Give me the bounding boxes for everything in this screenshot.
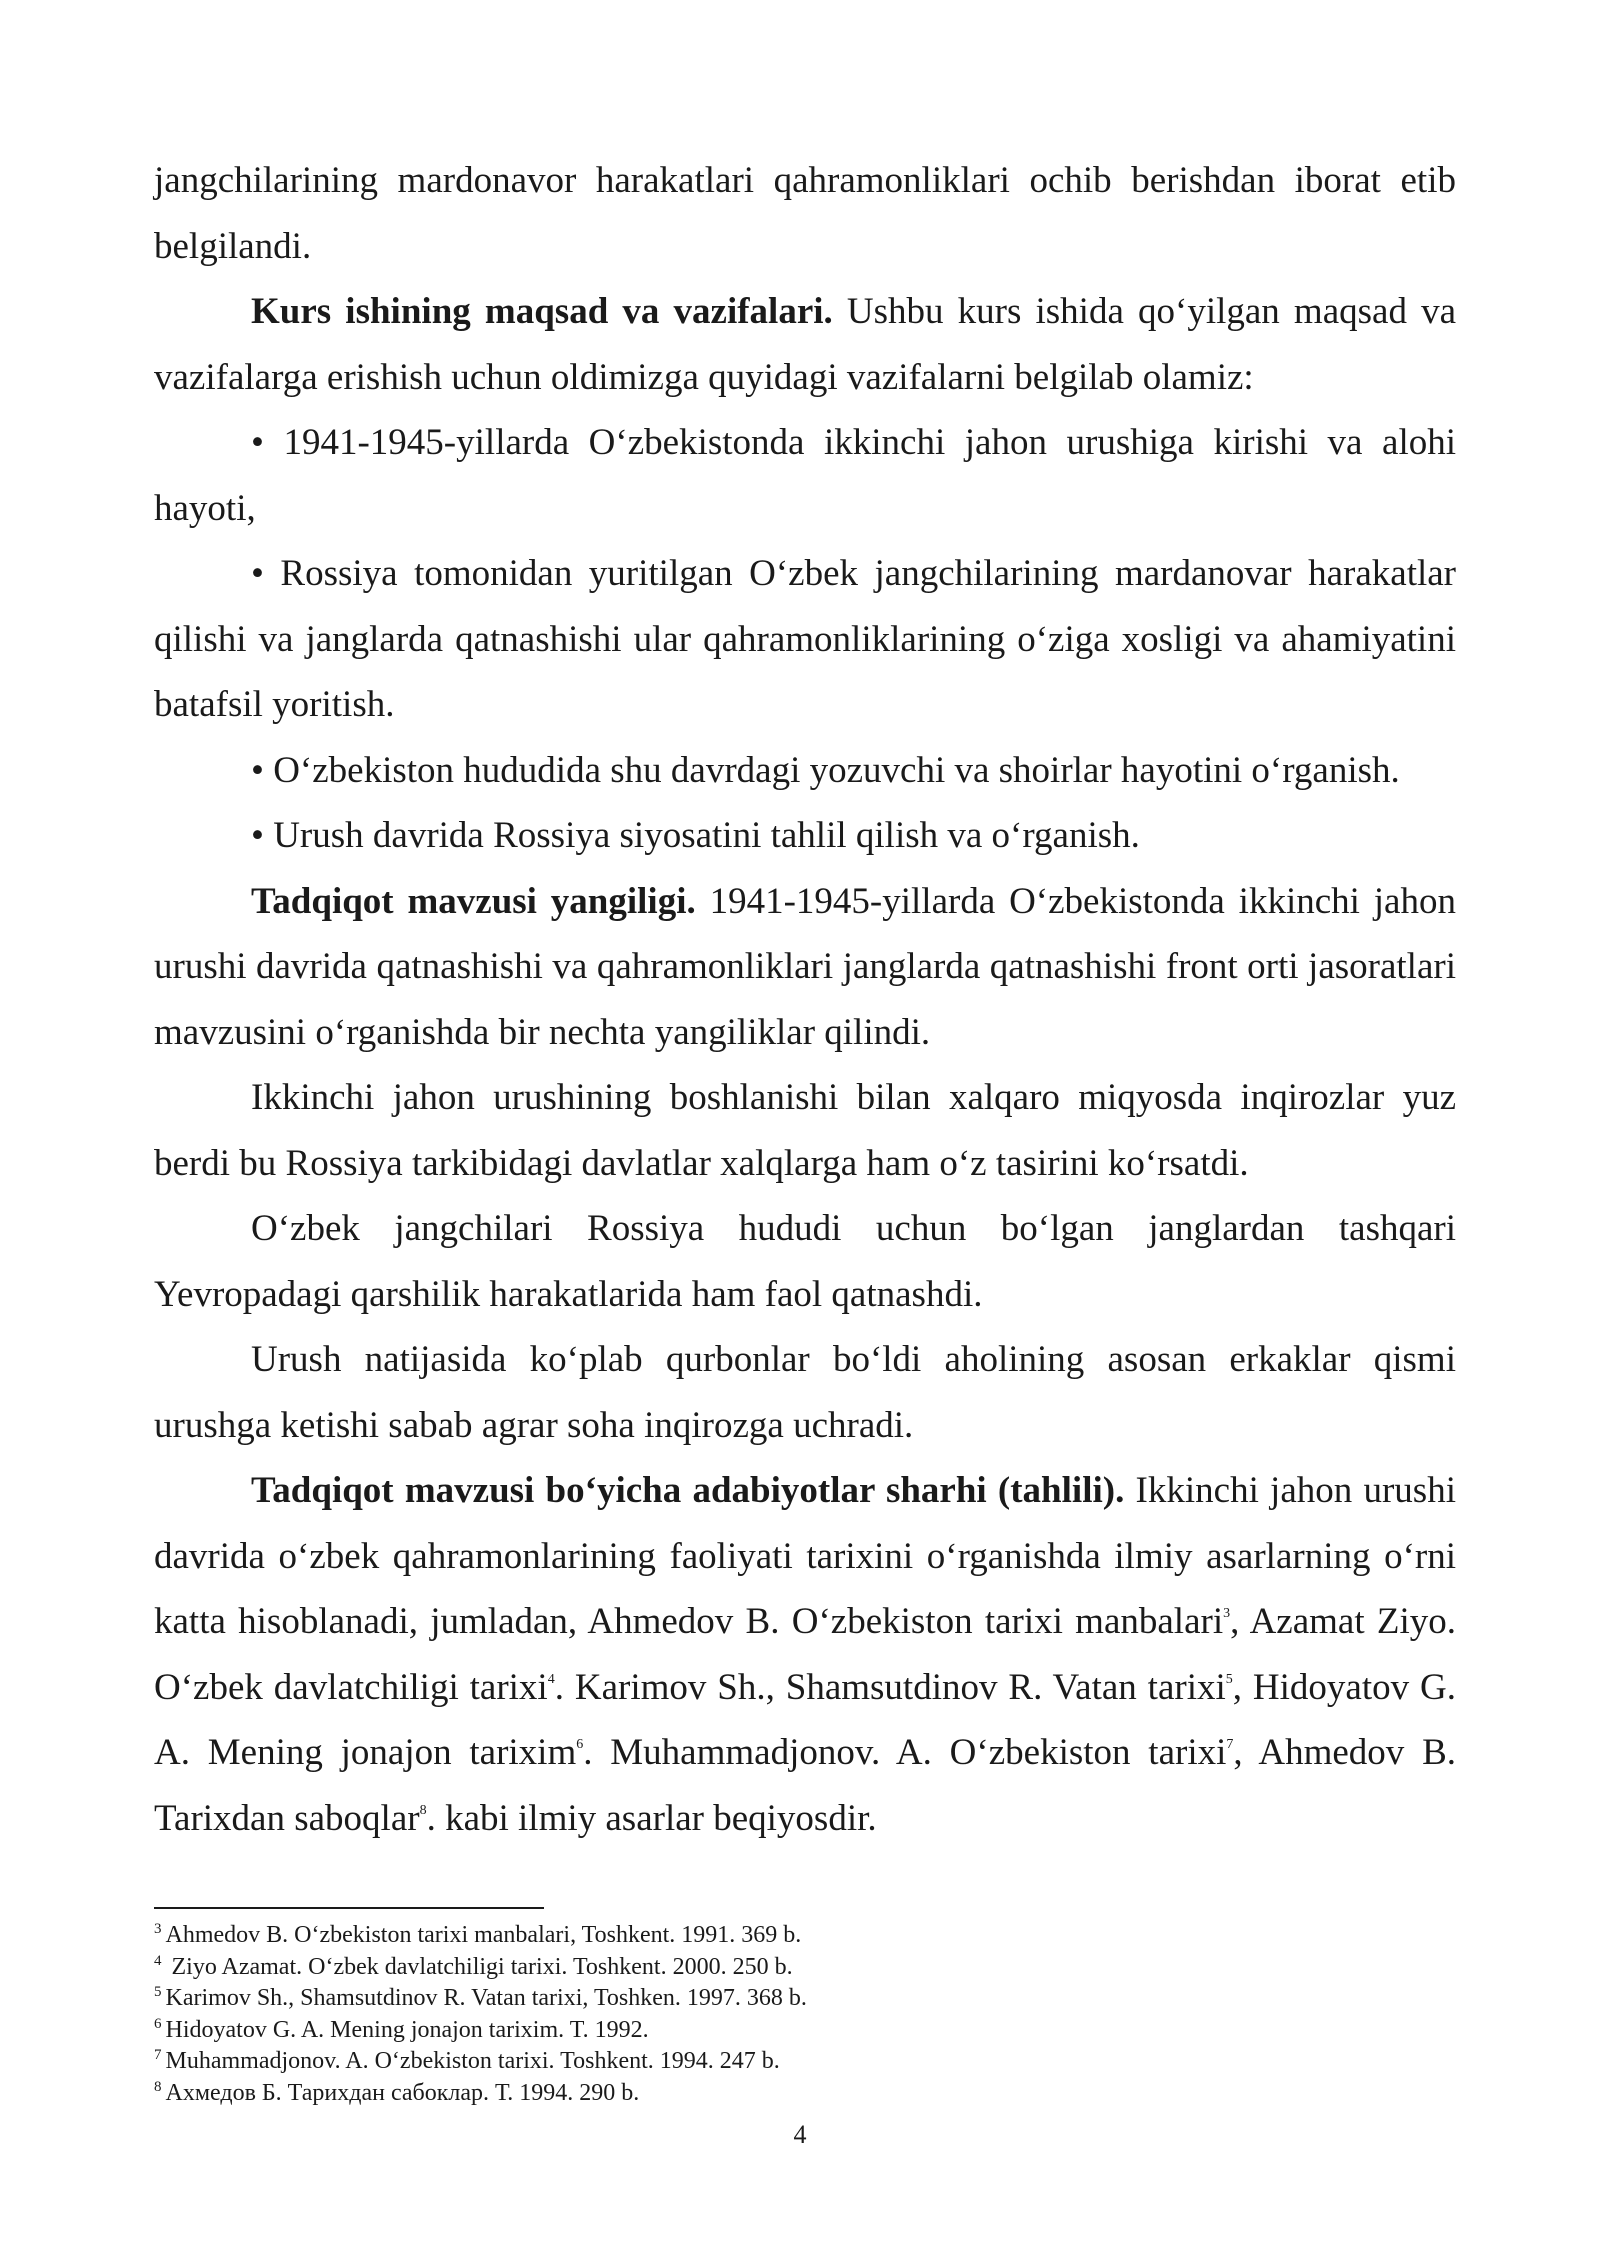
paragraph-continuation: jangchilarining mardonavor harakatlari qahramonliklari ochib berishdan iborat etib belgilandi. — [154, 160, 1456, 267]
footnote-number: 8 — [154, 2078, 162, 2095]
paragraph-novelty — [154, 869, 1456, 1066]
footnote-ref[interactable]: 4 — [547, 1671, 555, 1687]
footnote — [154, 1983, 1456, 2015]
body-text — [154, 148, 1456, 1851]
bullet-item: • Rossiya tomonidan yuritilgan O‘zbek jangchilarining mardanovar harakatlar qilishi va janglarda qatnashishi ular qahramonliklarining o‘ziga xosligi va ahamiyatini batafsil yoritish. — [154, 553, 1456, 725]
page-number: 4 — [793, 2120, 807, 2149]
literature-text: Ikkinchi jahon urushi davrida o‘zbek qahramonlarining faoliyati tarixini o‘rganishda ilmiy asarlarning o‘rni katta hisoblanadi, jumladan, Ahmedov B. O‘zbekiston tarixi manbalari — [154, 1470, 1456, 1642]
paragraph-novelty-text: 1941-1945-yillarda O‘zbekistonda ikkinchi jahon urushi davrida qatnashishi va qahramonliklari janglarda qatnashishi front orti jasoratlari mavzusini o‘rganishda bir nechta yangiliklar qilindi. — [154, 880, 1456, 1053]
literature-text: , Azamat Ziyo. O‘zbek davlatchiligi tarixi — [154, 1601, 1456, 1708]
bullet-item: • 1941-1945-yillarda O‘zbekistonda ikkinchi jahon urushiga kirishi va alohi hayoti, — [154, 422, 1456, 529]
footnote-ref[interactable]: 6 — [576, 1737, 584, 1752]
heading-novelty: Tadqiqot mavzusi yangiligi. — [251, 880, 696, 922]
footnote-ref[interactable]: 7 — [1226, 1737, 1234, 1752]
footnote — [154, 1920, 1456, 1952]
literature-text: , Hidoyatov G. A. Mening jonajon tarixim — [154, 1666, 1456, 1773]
paragraph: Ikkinchi jahon urushining boshlanishi bilan xalqaro miqyosda inqirozlar yuz berdi bu Rossiya tarkibidagi davlatlar xalqlarga ham o‘z tasirini ko‘rsatdi. — [154, 1077, 1456, 1184]
footnote-text: Muhammadjonov. A. O‘zbekiston tarixi. Toshkent. 1994. 247 b. — [165, 2048, 780, 2074]
paragraph: Urush natijasida ko‘plab qurbonlar bo‘ldi aholining asosan erkaklar qismi urushga ketishi sabab agrar soha inqirozga uchradi. — [154, 1339, 1456, 1446]
footnote-separator — [154, 1907, 544, 1909]
footnote-ref[interactable]: 3 — [1223, 1606, 1231, 1621]
footnote-number: 7 — [154, 2047, 162, 2063]
bullet-item: • Urush davrida Rossiya siyosatini tahlil qilish va o‘rganish. — [251, 815, 1140, 856]
literature-text: , Ahmedov B. Tarixdan saboqlar — [154, 1732, 1456, 1839]
paragraph-goals-text: Ushbu kurs ishida qo‘yilgan maqsad va vazifalarga erishish uchun oldimizga quyidagi vazifalarni belgilab olamiz: — [154, 291, 1456, 398]
paragraph-goals — [154, 279, 1456, 410]
footnote-number: 6 — [154, 2015, 162, 2032]
literature-text: . kabi ilmiy asarlar beqiyosdir. — [426, 1797, 877, 1839]
heading-literature-review: Tadqiqot mavzusi bo‘yicha adabiyotlar sharhi (tahlili). — [251, 1470, 1125, 1511]
footnote-text: Ahmedov B. O‘zbekiston tarixi manbalari, Toshkent. 1991. 369 b. — [165, 1922, 802, 1948]
footnote-text: Karimov Sh., Shamsutdinov R. Vatan tarixi, Toshken. 1997. 368 b. — [165, 1985, 807, 2011]
literature-text: . Muhammadjonov. A. O‘zbekiston tarixi — [583, 1732, 1227, 1773]
footnote-ref[interactable]: 8 — [419, 1802, 427, 1818]
bullet-item: • O‘zbekiston hududida shu davrdagi yozuvchi va shoirlar hayotini o‘rganish. — [251, 749, 1400, 791]
footnote — [154, 1952, 1456, 1984]
paragraph: O‘zbek jangchilari Rossiya hududi uchun bo‘lgan janglardan tashqari Yevropadagi qarshilik harakatlarida ham faol qatnashdi. — [154, 1208, 1456, 1315]
footnote — [154, 2078, 1456, 2110]
footnote — [154, 2046, 1456, 2078]
footnote — [154, 2015, 1456, 2047]
footnote-text: Ziyo Azamat. O‘zbek davlatchiligi tarixi. Toshkent. 2000. 250 b. — [165, 1953, 793, 1980]
footnote-number: 4 — [154, 1952, 162, 1969]
footnotes — [154, 1920, 1456, 2109]
heading-goals: Kurs ishining maqsad va vazifalari. — [251, 291, 833, 332]
footnote-number: 5 — [154, 1984, 162, 2000]
footnote-text: Hidoyatov G. A. Mening jonajon tarixim. T. 1992. — [165, 2016, 649, 2043]
paragraph-literature-review — [154, 1458, 1456, 1851]
footnote-number: 3 — [154, 1921, 162, 1937]
literature-text: . Karimov Sh., Shamsutdinov R. Vatan tarixi — [554, 1666, 1226, 1708]
footnote-text: Ахмедов Б. Тарихдан сабоклар. Т. 1994. 290 b. — [165, 2079, 640, 2106]
footnote-ref[interactable]: 5 — [1225, 1671, 1233, 1687]
